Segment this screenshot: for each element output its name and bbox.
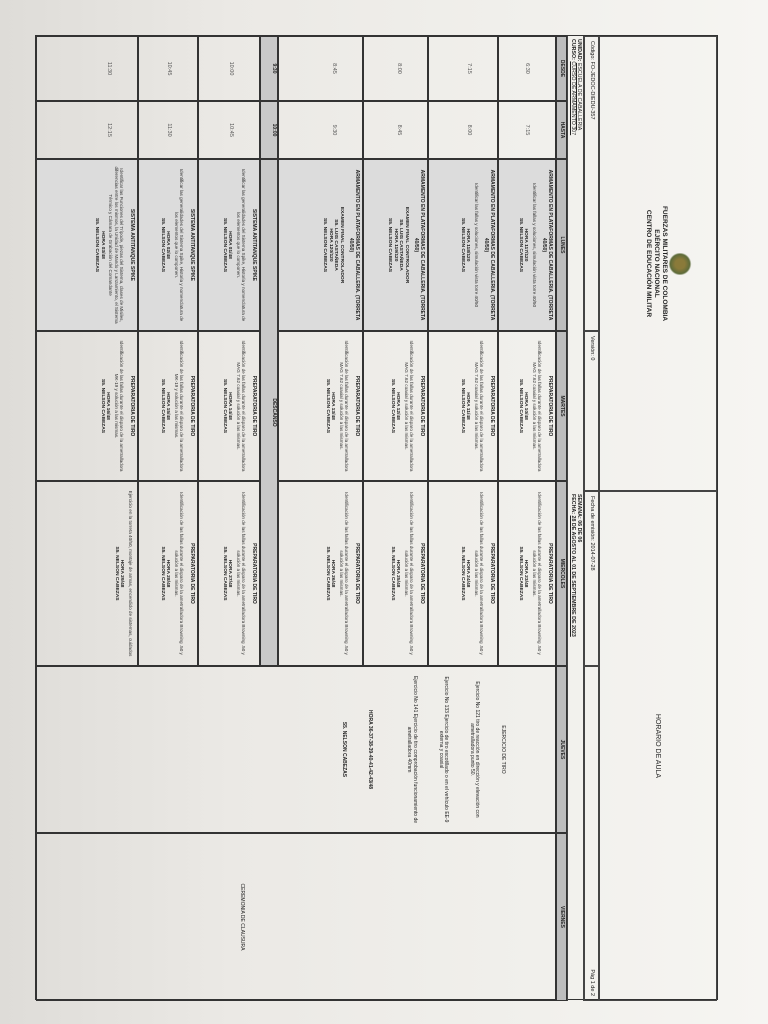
- schedule-cell-miercoles: [198, 481, 260, 666]
- class-title: PREPARATORIA DE TIRO: [354, 543, 360, 604]
- class-title: PREPARATORIA DE TIRO: [189, 543, 195, 604]
- class-hour: HORA 24/48: [465, 559, 471, 588]
- class-title: ARMAMENTO EN PLATAFORMAS DE CABALLERIA. (TORRETA 40/50): [483, 169, 495, 321]
- class-hour: HORA 01/48: [227, 231, 233, 259]
- exercise-item: Ejercicio No 141 Ejercicio de tiro comprobación funcionamiento de ametralladora 40mm: [406, 675, 419, 824]
- instructor-name: S5. NELSON CABEZAS: [94, 217, 100, 273]
- instructor-name: S5. NELSON CABEZAS: [221, 546, 227, 601]
- class-hour: HORA 118/120: [465, 228, 471, 262]
- schedule-cell-viernes: [36, 833, 556, 1001]
- exercise-title: EJERCICIO DE TIRO: [500, 725, 506, 774]
- schedule-cell-martes: [198, 331, 260, 481]
- instructor-name: S5. NELSON CABEZAS: [221, 378, 227, 434]
- class-description: Identificar las generalidades del Sistema Spike, Historia y nomenclatura de los elementos que lo componen.: [173, 168, 185, 322]
- break-label: DESCANSO: [260, 159, 278, 666]
- start-time: 7:15: [428, 36, 498, 101]
- class-title: PREPARATORIA DE TIRO: [547, 543, 553, 604]
- schedule-cell-lunes: [278, 159, 363, 331]
- class-title: PREPARATORIA DE TIRO: [489, 543, 495, 604]
- instructor-name: S5. NELSON CABEZAS: [99, 378, 105, 434]
- class-title: ARMAMENTO EN PLATAFORMAS DE CABALLERIA. (TORRETA 40/50): [348, 169, 360, 321]
- class-hour: HORA 14/48: [227, 392, 233, 420]
- course-value: CURSO DE ARMAMENTO 307: [570, 61, 576, 136]
- class-hour: HORA 02/48: [165, 231, 171, 259]
- exam-title: EXAMEN FINAL CONTROLADOR: [403, 206, 409, 284]
- class-hour: HORA 119/120: [392, 228, 398, 262]
- instructor-name: S5. NELSON CABEZAS: [159, 378, 165, 434]
- class-hour: HORA 15/48: [165, 392, 171, 420]
- army-emblem-icon: [668, 253, 692, 275]
- instructor-name: S5. NELSON CABEZAS: [221, 217, 227, 273]
- class-title: ARMAMENTO EN PLATAFORMAS DE CABALLERIA. (TORRETA 40/50): [413, 169, 425, 321]
- start-time: 6:30: [498, 36, 556, 101]
- schedule-cell-martes: [36, 331, 138, 481]
- end-time: 8:00: [428, 101, 498, 159]
- class-title: ARMAMENTO EN PLATAFORMAS DE CABALLERIA. (TORRETA 40/50): [541, 169, 553, 321]
- unit-label: UNIDAD:: [576, 39, 582, 62]
- class-hour: HORA 26/48: [330, 559, 336, 588]
- schedule-cell-lunes: [363, 159, 428, 331]
- schedule-table: [36, 36, 567, 1001]
- break-start-time: 9:30: [260, 36, 278, 101]
- class-hour: HORA 10/48: [523, 392, 529, 420]
- class-description: Identificar las Funciones del Trípode, piezas del Sistema, clases de Misiles, diferencias entre los mismos, la Unidad de Mando y Lanzamiento, el Sistema Térmico y Cámara de Grabación del Comandante: [108, 166, 125, 324]
- instructor-name: S5. NELSON CABEZAS: [159, 546, 165, 601]
- column-header-viernes: VIERNES: [556, 833, 567, 1001]
- class-description: Identificación de las fallas durante el disparo de la ametralladora MAG 7.62 coaxial y solución a las mismas.: [338, 340, 350, 472]
- form-code: Código: FO-JEDOC-DIEDU-357: [584, 36, 599, 331]
- unit-course-info: [567, 36, 584, 491]
- instructor-name: S5. NELSON CABEZAS: [517, 217, 523, 273]
- schedule-cell-martes: [363, 331, 428, 481]
- class-description: Identificación de las fallas durante el disparo de la ametralladora Browning .50 y solución a las mismas.: [173, 492, 185, 655]
- instructor-name: S5. NELSON CABEZAS: [459, 378, 465, 434]
- examiner-name: S5. LUIS CASTAÑEDA: [333, 219, 339, 271]
- class-title: SISTEMA ANTITANQUE SPIKE: [251, 208, 257, 282]
- end-time: 8:45: [363, 101, 428, 159]
- class-hour: HORA 11/48: [465, 392, 471, 420]
- instructor-name: S5. NELSON CABEZAS: [517, 546, 523, 601]
- class-hour: HORA 29/48: [119, 559, 125, 588]
- class-description: Identificación de las fallas durante el disparo de la ametralladora MK-19 y solución a las mismas.: [113, 340, 125, 472]
- week-date-info: [567, 491, 584, 1001]
- class-hour: HORA 25/48: [395, 559, 401, 588]
- instructor-name: S5. NELSON CABEZAS: [389, 546, 395, 601]
- start-time: 11:30: [36, 36, 138, 101]
- instructor-name: S5. NELSON CABEZAS: [324, 546, 330, 601]
- schedule-cell-jueves: [36, 666, 556, 833]
- ceremony-title: CEREMONIA DE CLAUSURA: [238, 883, 245, 951]
- class-hour: HORA 23/48: [523, 559, 529, 588]
- class-description: Identificación de las fallas durante el disparo de la ametralladora Browning .50 y solución a las mismas.: [235, 492, 247, 655]
- schedule-cell-miercoles: [36, 481, 138, 666]
- class-title: PREPARATORIA DE TIRO: [489, 375, 495, 437]
- instructor-name: S5. NELSON CABEZAS: [387, 217, 393, 273]
- examiner-name: S5. LUIS CASTAÑEDA: [398, 219, 404, 271]
- schedule-cell-miercoles: [428, 481, 498, 666]
- class-title: SISTEMA ANTITANQUE SPIKE: [129, 208, 135, 282]
- class-description: Identificar las fallas y soluciones, simulación vista torre 40/50: [531, 182, 537, 308]
- class-hour: HORA 27/48: [227, 559, 233, 588]
- schedule-cell-martes: [498, 331, 556, 481]
- schedule-cell-miercoles: [498, 481, 556, 666]
- class-hour: HORA 12/48: [395, 392, 401, 420]
- class-hour: HORA 16/48: [105, 392, 111, 420]
- class-hour: HORA 120/120: [327, 228, 333, 262]
- start-time: 8:00: [363, 36, 428, 101]
- schedule-cell-lunes: [138, 159, 198, 331]
- column-header-martes: MARTES: [556, 331, 567, 481]
- schedule-cell-miercoles: [363, 481, 428, 666]
- column-header-hasta: HASTA: [556, 101, 567, 159]
- class-description: Ejercicio en la torreta 40/50, montaje de armas, encendido de sistemas, cuidados: [128, 490, 133, 657]
- start-time: 8:45: [278, 36, 363, 101]
- schedule-cell-miercoles: [278, 481, 363, 666]
- class-hour: HORA 13/48: [330, 392, 336, 420]
- page-number: Pág 1 de 2: [584, 666, 599, 1001]
- unit-value: ESCUELA DE CABALLERIA: [576, 62, 582, 131]
- instructor-name: S5. NELSON CABEZAS: [517, 378, 523, 434]
- institution-header: [599, 36, 717, 491]
- org-line: EJÉRCITO NACIONAL: [653, 229, 660, 298]
- week-label: SEMANA:: [576, 494, 582, 519]
- class-title: PREPARATORIA DE TIRO: [251, 543, 257, 604]
- start-time: 10:00: [198, 36, 260, 101]
- exercise-item: Ejercicio No 133 Ejercicio de tiro escotillado o en el vehículo EE-9 externa y coaxial: [437, 676, 450, 823]
- instructor-name: S5. NELSON CABEZAS: [113, 546, 119, 601]
- class-title: PREPARATORIA DE TIRO: [547, 375, 553, 437]
- date-value: 28 DE AGOSTO AL 01 DE SEPTIEMBRE DE 2023: [570, 515, 576, 637]
- column-header-jueves: JUEVES: [556, 666, 567, 833]
- class-description: Identificación de las fallas durante el disparo de la ametralladora Browning .50 y solución a las mismas.: [531, 492, 543, 655]
- class-description: Identificación de las fallas durante el disparo de la ametralladora MK-19 y solución a las mismas.: [173, 340, 185, 472]
- instructor-name: S5. NELSON CABEZAS: [324, 378, 330, 434]
- start-time: 10:45: [138, 36, 198, 101]
- class-title: PREPARATORIA DE TIRO: [419, 543, 425, 604]
- class-description: Identificación de las fallas durante el disparo de la ametralladora MAG 7.62 coaxial y solución a las mismas.: [235, 340, 247, 472]
- course-label: CURSO:: [570, 39, 576, 60]
- issue-date: Fecha de emisión: 2014-07-28: [584, 491, 599, 666]
- instructor-name: S5. NELSON CABEZAS: [159, 217, 165, 273]
- form-version: Versión: 0: [584, 331, 599, 491]
- schedule-cell-martes: [138, 331, 198, 481]
- end-time: 9:30: [278, 101, 363, 159]
- end-time: 11:30: [138, 101, 198, 159]
- class-description: Identificación de las fallas durante el disparo de la ametralladora MAG 7.62 coaxial y solución a las mismas.: [473, 340, 485, 472]
- schedule-cell-martes: [278, 331, 363, 481]
- end-time: 12:15: [36, 101, 138, 159]
- class-title: PREPARATORIA DE TIRO: [189, 375, 195, 437]
- class-title: PREPARATORIA DE TIRO: [354, 375, 360, 437]
- class-title: PREPARATORIA DE TIRO: [251, 375, 257, 437]
- class-description: Identificación de las fallas durante el disparo de la ametralladora MAG 7.62 coaxial y solución a las mismas.: [531, 340, 543, 472]
- class-schedule-document: [35, 35, 718, 1000]
- class-hour: HORA 03/48: [99, 231, 105, 259]
- column-header-desde: DESDE: [556, 36, 567, 101]
- end-time: 10:45: [198, 101, 260, 159]
- date-label: FECHA:: [570, 494, 576, 515]
- column-header-miercoles: MIERCOLES: [556, 481, 567, 666]
- class-hour: HORA 36-37-38-39-40-41-42-43/48: [366, 709, 373, 790]
- schedule-cell-lunes: [498, 159, 556, 331]
- schedule-cell-miercoles: [138, 481, 198, 666]
- class-title: PREPARATORIA DE TIRO: [419, 375, 425, 437]
- class-description: Identificación de las fallas durante el disparo de la ametralladora Browning .50 y solución a las mismas.: [403, 492, 415, 655]
- class-description: Identificar las generalidades del Sistema Spike, Historia y nomenclatura de los elementos que lo componen.: [235, 168, 247, 322]
- instructor-name: S5. NELSON CABEZAS: [322, 217, 328, 273]
- instructor-name: S5. NELSON CABEZAS: [341, 721, 348, 778]
- instructor-name: S5. NELSON CABEZAS: [459, 546, 465, 601]
- exercise-item: Ejercicio No 121 tiro de reacción en dirección y elevación con ametralladora punto 50.: [468, 681, 481, 818]
- class-description: Identificación de las fallas durante el disparo de la ametralladora Browning .50 y solución a las mismas.: [473, 492, 485, 655]
- schedule-cell-martes: [428, 331, 498, 481]
- instructor-name: S5. NELSON CABEZAS: [389, 378, 395, 434]
- class-description: Identificación de las fallas durante el disparo de la ametralladora MAG 7.62 coaxial y solución a las mismas.: [403, 340, 415, 472]
- schedule-cell-lunes: [428, 159, 498, 331]
- column-header-lunes: LUNES: [556, 159, 567, 331]
- class-title: PREPARATORIA DE TIRO: [129, 375, 135, 437]
- class-hour: HORA 117/120: [523, 228, 529, 262]
- org-line: FUERZAS MILITARES DE COLOMBIA: [661, 205, 668, 322]
- document-title: HORARIO DE AULA: [599, 491, 717, 1001]
- exam-title: EXAMEN FINAL CONTROLADOR: [338, 206, 344, 284]
- schedule-cell-lunes: [36, 159, 138, 331]
- class-description: Identificar las fallas y soluciones, simulación vista torre 40/50: [473, 182, 479, 308]
- schedule-cell-lunes: [198, 159, 260, 331]
- class-description: Identificación de las fallas durante el disparo de la ametralladora Browning .50 y solución a las mismas.: [338, 492, 350, 655]
- class-hour: HORA 28/48: [165, 559, 171, 588]
- week-value: 06 DE 06: [576, 520, 582, 543]
- class-title: SISTEMA ANTITANQUE SPIKE: [189, 208, 195, 282]
- instructor-name: S5. NELSON CABEZAS: [459, 217, 465, 273]
- end-time: 7:15: [498, 101, 556, 159]
- break-end-time: 10:00: [260, 101, 278, 159]
- org-line: CENTRO DE EDUCACIÓN MILITAR: [645, 209, 652, 318]
